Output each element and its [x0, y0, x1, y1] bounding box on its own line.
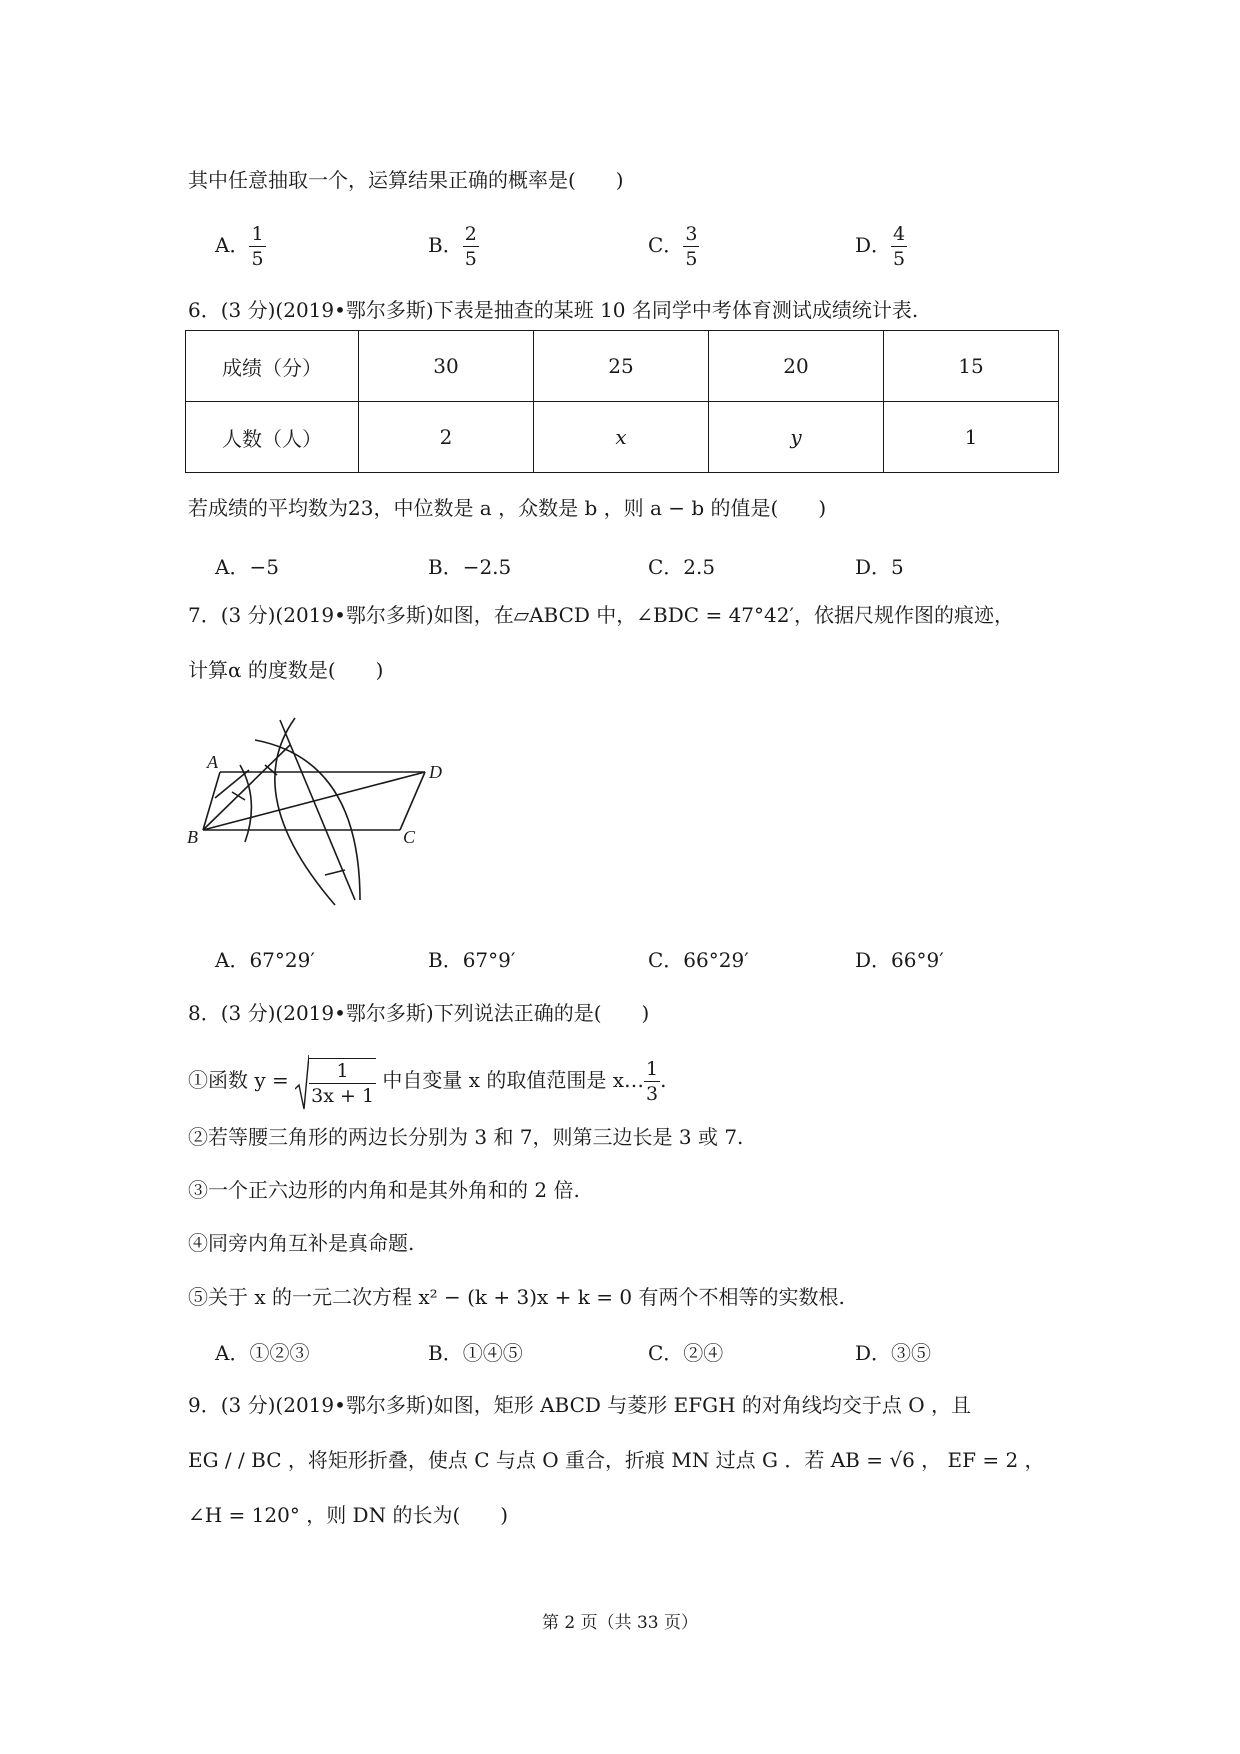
q7-stem-2: 计算α 的度数是( ) [188, 658, 384, 682]
construction-tick [325, 870, 345, 875]
construction-arc [275, 718, 335, 905]
table-cell: x [534, 402, 709, 473]
fraction: $\frac{1}{3}$ [646, 1058, 659, 1105]
q6-option-c: C．2.5 [648, 555, 716, 579]
sqrt-fraction: $\frac{1}{3x + 1}$ [295, 1052, 376, 1112]
q8-statement-5: ⑤关于 x 的一元二次方程 x² − (k + 3)x + k = 0 有两个不相等的实数根. [188, 1285, 845, 1309]
table-cell: y [709, 402, 884, 473]
fraction: $\frac{4}{5}$ [893, 223, 906, 270]
q5-option-d: D． $\frac{4}{5}$ [855, 223, 906, 270]
table-cell: 25 [534, 331, 709, 402]
q5-option-c: C． $\frac{3}{5}$ [648, 223, 698, 270]
q6-option-d: D．5 [855, 555, 904, 579]
table-row [186, 331, 1059, 402]
q9-line-2: EG / / BC ，将矩形折叠，使点 C 与点 O 重合，折痕 MN 过点 G ．若 AB = √6 ， EF = 2 ， [188, 1448, 1045, 1472]
q8-option-c: C．②④ [648, 1341, 724, 1365]
q7-stem: 7．(3 分)(2019•鄂尔多斯)如图，在▱ABCD 中，∠BDC = 47°42′，依据尺规作图的痕迹， [188, 603, 1015, 627]
q8-option-b: B．①④⑤ [428, 1341, 523, 1365]
q8-stem: 8．(3 分)(2019•鄂尔多斯)下列说法正确的是( ) [188, 1001, 650, 1025]
q8-option-a: A．①②③ [215, 1341, 310, 1365]
vertex-label-c: C [403, 827, 416, 847]
q5-option-a: A． $\frac{1}{5}$ [215, 223, 264, 270]
table-cell: 1 [884, 402, 1059, 473]
vertex-label-b: B [187, 827, 198, 847]
q7-option-b: B．67°9′ [428, 948, 516, 972]
q6-option-b: B．−2.5 [428, 555, 512, 579]
q7-option-a: A．67°29′ [215, 948, 315, 972]
table-cell: 人数（人） [186, 402, 359, 473]
q8-statement-3: ③一个正六边形的内角和是其外角和的 2 倍. [188, 1178, 580, 1202]
q7-option-c: C．66°29′ [648, 948, 749, 972]
fraction: $\frac{2}{5}$ [464, 223, 477, 270]
q8-option-d: D．③⑤ [855, 1341, 932, 1365]
table-cell: 20 [709, 331, 884, 402]
score-table [185, 330, 1059, 473]
fraction: $\frac{3}{5}$ [685, 223, 698, 270]
q5-stem-tail: 其中任意抽取一个，运算结果正确的概率是( ) [188, 168, 624, 192]
q8-statement-4: ④同旁内角互补是真命题. [188, 1231, 415, 1255]
q9-line-1: 9．(3 分)(2019•鄂尔多斯)如图，矩形 ABCD 与菱形 EFGH 的对角线均交于点 O ，且 [188, 1393, 971, 1417]
q8-statement-1: ①函数 y = $\frac{1}{3x + 1}$ 中自变量 x 的取值范围是 x… $\frac{1}{3}$ . [188, 1050, 667, 1112]
q7-option-d: D．66°9′ [855, 948, 944, 972]
table-cell: 15 [884, 331, 1059, 402]
vertex-label-d: D [429, 762, 442, 782]
table-cell: 成绩（分） [186, 331, 359, 402]
fraction: $\frac{1}{5}$ [251, 223, 264, 270]
q9-line-3: ∠H = 120° ，则 DN 的长为( ) [188, 1503, 509, 1527]
q8-statement-2: ②若等腰三角形的两边长分别为 3 和 7，则第三边长是 3 或 7. [188, 1125, 744, 1149]
q6-question: 若成绩的平均数为23，中位数是 a ，众数是 b ，则 a − b 的值是( ) [188, 496, 827, 520]
radical-sign-icon [295, 1055, 309, 1111]
q6-option-a: A．−5 [215, 555, 279, 579]
table-cell: 2 [359, 402, 534, 473]
parallelogram-figure [185, 700, 455, 920]
q6-stem: 6．(3 分)(2019•鄂尔多斯)下表是抽查的某班 10 名同学中考体育测试成绩统计表. [188, 298, 919, 322]
side-dc [400, 772, 425, 830]
q5-option-b: B． $\frac{2}{5}$ [428, 223, 477, 270]
vertex-label-a: A [207, 752, 218, 772]
table-row [186, 402, 1059, 473]
page-footer: 第 2 页（共 33 页） [541, 1613, 699, 1633]
table-cell: 30 [359, 331, 534, 402]
